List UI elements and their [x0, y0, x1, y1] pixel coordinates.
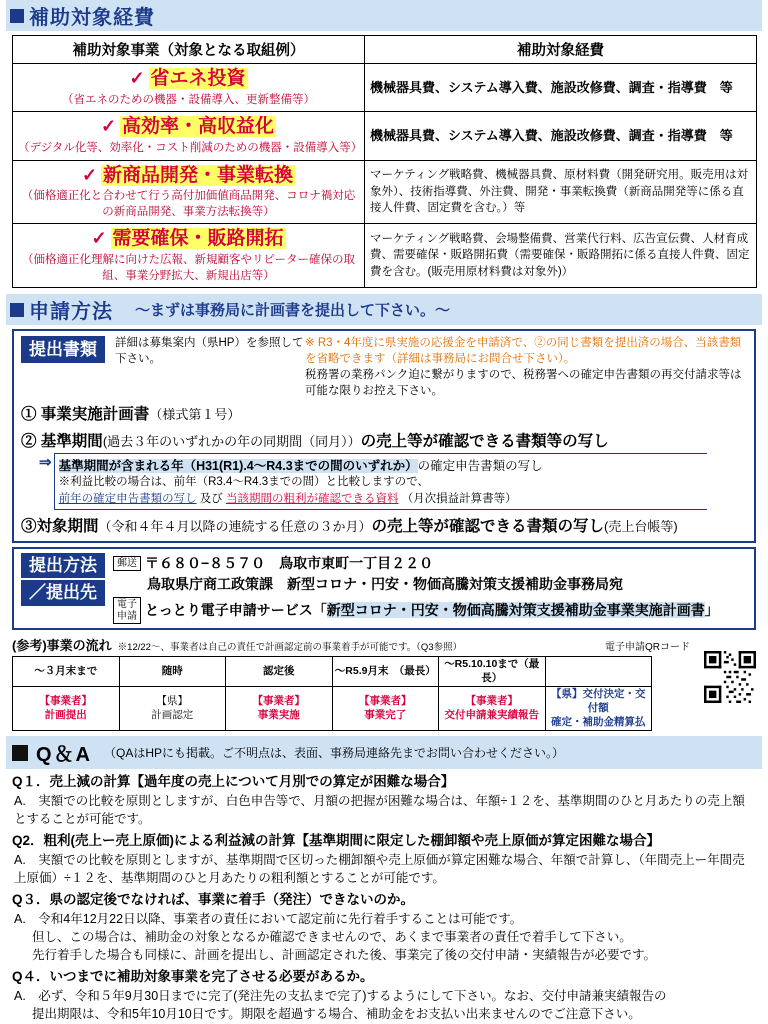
table-row	[13, 160, 757, 224]
flow-note: ※12/22〜、事業者は自己の責任で計画認定前の事業着手が可能です。（Q3参照）	[117, 642, 463, 654]
cost-text-4: マーケティング戦略費、会場整備費、営業代行料、広告宣伝費、人材育成費、需要確保・販路開拓費（需要確保・販路開拓に係る直接人件費、固定費を含む。(販売用原材料費は対象外)）	[370, 232, 750, 279]
arrow-symbol: ⇒	[39, 454, 52, 472]
qa-title: Q＆A	[36, 744, 92, 767]
qa-answer-3-line-2: 但し、この場合は、補助金の対象となるか確認できませんので、あくまで事業者の責任で着手して下さい。	[32, 929, 632, 944]
documents-note-right-2: 税務署の業務パンク迫に繋がりますので、税務署への確定申告書類の再交付請求等は可能な限りお控え下さい。	[305, 369, 742, 397]
document-item-1: ① 事業実施計画書（様式第１号）	[21, 406, 241, 424]
documents-note-left: 詳細は募集案内（県HP）を参照して下さい。	[115, 337, 304, 365]
business-title-4: ✓ 需要確保・販路開拓	[91, 228, 284, 250]
qa-subtitle: （QAはHPにも掲載。ご不明点は、表面、事務局連絡先までお問い合わせください。）	[104, 746, 565, 761]
qa-answer-4-line-1: A. 必ず、令和５年9月30日までに完了(発注先の支払まで完了)するようにして下さい。なお、交付申請兼実績報告の	[14, 988, 667, 1003]
business-note-1: （省エネのための機器・設備導入、更新整備等）	[62, 93, 315, 106]
section2-title: 申請方法	[29, 301, 113, 324]
postal-row	[113, 553, 747, 574]
section-header-subsidy-costs	[6, 0, 762, 31]
qr-label: 電子申請QRコード	[605, 642, 690, 654]
cost-text-2: 機械器具費、システム導入費、施設改修費、調査・指導費 等	[370, 128, 733, 144]
flow-table	[12, 656, 652, 731]
cell-cost-4	[365, 224, 757, 288]
documents-tag: 提出書類	[21, 336, 105, 363]
detail-line-3: 前年の確定申告書類の写し 及び 当該期間の粗利が確認できる資料 （月次損益計算書等）	[58, 492, 517, 505]
business-flow-block	[12, 635, 756, 731]
qa-question-1: Q１．売上減の計算【過年度の売上について月別での算定が困難な場合】	[12, 774, 455, 790]
col-header-target-business: 補助対象事業（対象となる取組例）	[13, 36, 365, 64]
cell-business-1	[13, 64, 365, 112]
check-icon: ✓	[91, 228, 107, 249]
square-bullet-icon	[12, 745, 28, 761]
documents-note-right-1: ※ R3・4年度に県実施の応援金を申請済で、②の同じ書類を提出済の場合、当該書類を省略できます（詳細は事務局にお問合せ下さい）。	[305, 337, 742, 365]
submission-method-box	[12, 547, 756, 630]
cell-cost-3	[365, 160, 757, 224]
detail-line-1: 基準期間が含まれる年（H31(R1).4〜R4.3までの間のいずれか）の確定申告書類の写し	[58, 459, 543, 474]
qa-header	[6, 736, 762, 769]
documents-head-row	[21, 336, 747, 399]
submission-documents-block	[12, 329, 756, 630]
qa-body	[12, 772, 756, 1022]
flow-bottom-row	[13, 687, 652, 731]
badge-online: 電子 申請	[113, 597, 141, 624]
table-header-row	[13, 36, 757, 64]
flow-col-1-top: 随時	[119, 657, 226, 687]
cell-business-2	[13, 112, 365, 160]
cell-cost-1	[365, 64, 757, 112]
square-bullet-icon	[10, 9, 24, 23]
flow-col-2-top: 認定後	[226, 657, 333, 687]
qa-answer-1-line-1: A. 実額での比較を原則としますが、白色申告等で、月額の把握が困難な場合は、年額÷１２を、基準期間のひと月あたりの売上額とすることが可能です。	[14, 793, 745, 827]
check-icon: ✓	[100, 116, 117, 137]
method-tag-line1: 提出方法	[21, 553, 105, 578]
cost-text-1: 機械器具費、システム導入費、施設改修費、調査・指導費 等	[370, 79, 733, 95]
flow-col-0-body: 【事業者】 計画提出	[13, 687, 120, 731]
document-item-2: ② 基準期間(過去３年のいずれかの年の同期間（同月））の売上等が確認できる書類等の写し	[21, 433, 609, 451]
section2-subtitle: 〜まずは事務局に計画書を提出して下さい。〜	[135, 302, 451, 320]
flow-col-3-top: 〜R5.9月末 （最長）	[332, 657, 439, 687]
flow-label-row	[12, 635, 756, 654]
badge-postal: 郵送	[113, 556, 141, 572]
flow-label: (参考)事業の流れ	[12, 638, 112, 654]
table-row	[13, 224, 757, 288]
document-item-2-detail	[39, 453, 747, 510]
cell-cost-2	[365, 112, 757, 160]
cost-text-3: マーケティング戦略費、機械器具費、原材料費（開発研究用。販売用は対象外）、技術指導費、外注費、開発・事業転換費（新商品開発等に係る直接人件費、固定費を含む。）等	[370, 168, 749, 215]
flow-top-row	[13, 657, 652, 687]
flow-col-5-body: 【県】交付決定・交付額 確定・補助金精算払	[545, 687, 652, 731]
qa-question-3: Q３．県の認定後でなければ、事業に着手（発注）できないのか。	[12, 892, 414, 908]
address-line-3: とっとり電子申請サービス「新型コロナ・円安・物価高騰対策支援補助金事業実施計画書」	[145, 602, 719, 619]
qa-answer-4-line-2: 提出期限は、令和5年10月10日です。期限を超過する場合、補助金をお支払い出来ませんのでご注意下さい。	[32, 1006, 641, 1021]
qa-answer-3-line-3: 先行着手した場合も同様に、計画を提出し、計画認定された後、事業完了後の交付申請・実績報告が必要です。	[32, 947, 657, 962]
address-line-1: 〒６８０−８５７０ 鳥取市東町一丁目２２０	[145, 555, 434, 572]
qa-question-4: Q４．いつまでに補助対象事業を完了させる必要があるか。	[12, 968, 374, 984]
business-note-2: （デジタル化等、効率化・コスト削減のための機器・設備導入等）	[18, 142, 363, 155]
qa-answer-2-line-1: A. 実額での比較を原則としますが、基準期間で区切った棚卸額や売上原価が算定困難な場合、年額で計算し、（年間売上ー年間売上原価）÷１２を、基準期間のひと月あたりの粗利額とすることが可能です。	[14, 852, 745, 885]
online-row	[113, 597, 747, 624]
address-line-2: 鳥取県庁商工政策課 新型コロナ・円安・物価高騰対策支援補助金事務局宛	[147, 576, 623, 593]
business-title-3: ✓ 新商品開発・事業転換	[81, 164, 294, 186]
cell-business-4	[13, 224, 365, 288]
qr-code-icon	[704, 651, 756, 703]
flow-col-4-top: 〜R5.10.10まで（最長）	[439, 657, 546, 687]
flow-col-1-body: 【県】 計画認定	[119, 687, 226, 731]
table-row	[13, 64, 757, 112]
flow-col-3-body: 【事業者】 事業完了	[332, 687, 439, 731]
col-header-target-cost: 補助対象経費	[365, 36, 757, 64]
business-title-1: ✓ 省エネ投資	[129, 68, 246, 89]
flow-col-5-top	[545, 657, 652, 687]
check-icon: ✓	[129, 68, 145, 88]
qa-answer-3-line-1: A. 令和4年12月22日以降、事業者の責任において認定前に先行着手することは可能です。	[14, 911, 523, 926]
business-title-2: ✓ 高効率・高収益化	[100, 116, 275, 138]
detail-line-2: ※利益比較の場合は、前年（R3.4〜R4.3までの間）と比較しますので、	[58, 476, 429, 489]
qa-question-2: Q2．粗利(売上ー売上原価)による利益減の計算【基準期間に限定した棚卸額や売上原価が算定困難な場合】	[12, 833, 660, 849]
table-row	[13, 112, 757, 160]
subsidy-target-table	[12, 35, 757, 288]
method-row	[21, 553, 747, 624]
business-note-3: （価格適正化と合わせて行う高付加価値商品開発、コロナ禍対応の新商品開発、事業方法転換等）	[21, 190, 356, 218]
check-icon: ✓	[81, 164, 98, 185]
square-bullet-icon	[10, 303, 24, 317]
section-header-application-method	[6, 294, 762, 325]
method-tag-line2: ／提出先	[21, 580, 105, 605]
document-item-3: ③対象期間（令和４年４月以降の連続する任意の３か月）の売上等が確認できる書類の写し(売上台帳等)	[21, 518, 678, 536]
flow-col-0-top: 〜３月末まで	[13, 657, 120, 687]
detail-brace	[54, 453, 707, 510]
section1-title: 補助対象経費	[29, 7, 155, 29]
flow-col-2-body: 【事業者】 事業実施	[226, 687, 333, 731]
documents-outer-box	[12, 329, 756, 543]
business-note-4: （価格適正化理解に向けた広報、新規顧客やリピーター確保の取組、事業分野拡大、新規出店等）	[21, 254, 356, 282]
flow-col-4-body: 【事業者】 交付申請兼実績報告	[439, 687, 546, 731]
cell-business-3	[13, 160, 365, 224]
